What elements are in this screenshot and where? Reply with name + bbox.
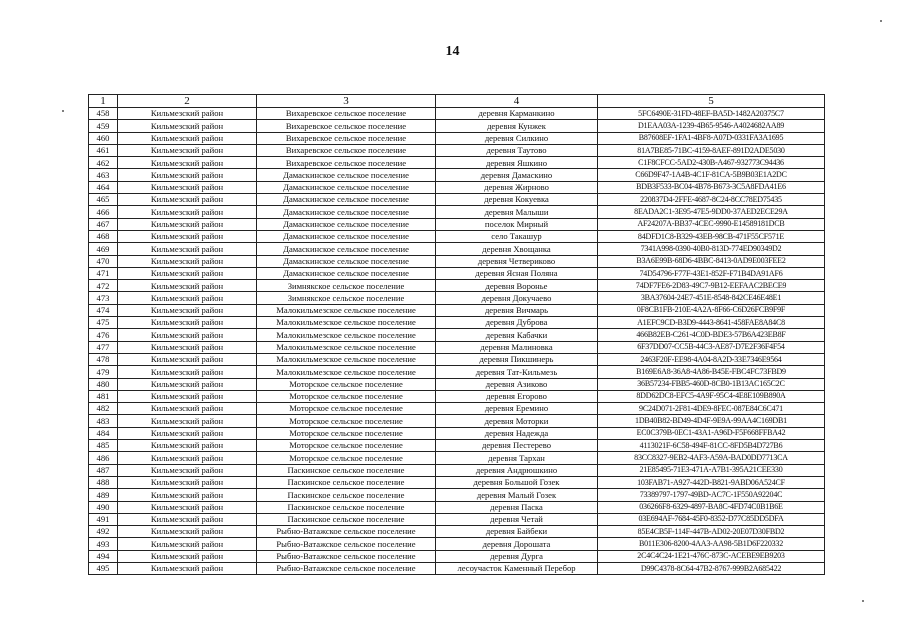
- cell-locality: деревня Егорово: [436, 390, 598, 402]
- table-row: [89, 292, 825, 304]
- cell-locality: деревня Яшкино: [436, 157, 598, 169]
- cell-row-number: 471: [89, 267, 118, 279]
- cell-locality: деревня Жирново: [436, 181, 598, 193]
- cell-settlement: Рыбно-Ватажское сельское поселение: [257, 550, 436, 562]
- cell-row-number: 476: [89, 329, 118, 341]
- cell-settlement: Паскинское сельское поселение: [257, 489, 436, 501]
- cell-guid: 036266F8-6329-4897-BA8C-4FD74C0B1B6E: [598, 501, 825, 513]
- cell-guid: 4113021F-6C58-494F-81CC-8FD5B4D727B6: [598, 440, 825, 452]
- cell-row-number: 468: [89, 230, 118, 242]
- cell-row-number: 488: [89, 476, 118, 488]
- cell-district: Кильмезский район: [118, 292, 257, 304]
- cell-locality: деревня Малиновка: [436, 341, 598, 353]
- cell-locality: деревня Дуброва: [436, 317, 598, 329]
- table-row: [89, 341, 825, 353]
- cell-guid: B87608EF-1FA1-4BF8-A07D-0331FA3A1695: [598, 132, 825, 144]
- table-row: [89, 169, 825, 181]
- table-row: [89, 390, 825, 402]
- cell-district: Кильмезский район: [118, 255, 257, 267]
- scan-speck: [862, 600, 864, 602]
- table-row: [89, 329, 825, 341]
- cell-guid: C66D9F47-1A4B-4C1F-81CA-5B9B03E1A2DC: [598, 169, 825, 181]
- cell-guid: 103FAB71-A927-442D-B821-9ABD06A524CF: [598, 476, 825, 488]
- cell-district: Кильмезский район: [118, 304, 257, 316]
- cell-settlement: Малокильмезское сельское поселение: [257, 366, 436, 378]
- cell-settlement: Вихаревское сельское поселение: [257, 120, 436, 132]
- cell-district: Кильмезский район: [118, 194, 257, 206]
- cell-guid: 466B82EB-C261-4C0D-BDE3-57B6A423EB8F: [598, 329, 825, 341]
- cell-guid: BDB3F533-BC04-4B78-B673-3C5A8FDA41E6: [598, 181, 825, 193]
- cell-row-number: 492: [89, 526, 118, 538]
- cell-settlement: Вихаревское сельское поселение: [257, 157, 436, 169]
- table-row: [89, 353, 825, 365]
- cell-locality: деревня Таутово: [436, 144, 598, 156]
- cell-settlement: Моторское сельское поселение: [257, 390, 436, 402]
- cell-guid: 0F8CB1FB-210E-4A2A-8F66-C6D26FCB9F9F: [598, 304, 825, 316]
- header-col-3: 3: [257, 95, 436, 108]
- table-row: [89, 550, 825, 562]
- cell-district: Кильмезский район: [118, 513, 257, 525]
- table-header-row: [89, 95, 825, 108]
- cell-settlement: Моторское сельское поселение: [257, 415, 436, 427]
- cell-settlement: Моторское сельское поселение: [257, 378, 436, 390]
- header-col-4: 4: [436, 95, 598, 108]
- table-row: [89, 452, 825, 464]
- cell-row-number: 462: [89, 157, 118, 169]
- cell-district: Кильмезский район: [118, 144, 257, 156]
- table-row: [89, 501, 825, 513]
- table-row: [89, 230, 825, 242]
- header-col-5: 5: [598, 95, 825, 108]
- cell-row-number: 459: [89, 120, 118, 132]
- cell-guid: 84DFD1C8-B329-43EB-98CB-471F55CF571E: [598, 230, 825, 242]
- cell-locality: деревня Докучаево: [436, 292, 598, 304]
- cell-locality: деревня Моторки: [436, 415, 598, 427]
- cell-row-number: 481: [89, 390, 118, 402]
- cell-row-number: 475: [89, 317, 118, 329]
- cell-district: Кильмезский район: [118, 341, 257, 353]
- cell-settlement: Рыбно-Ватажское сельское поселение: [257, 526, 436, 538]
- cell-guid: B011E306-8200-4AA3-AA98-5B1D6F220332: [598, 538, 825, 550]
- cell-guid: 2C4C4C24-1E21-476C-873C-ACEBE9EB9203: [598, 550, 825, 562]
- header-col-1: 1: [89, 95, 118, 108]
- table-row: [89, 476, 825, 488]
- cell-row-number: 482: [89, 403, 118, 415]
- cell-row-number: 478: [89, 353, 118, 365]
- cell-settlement: Моторское сельское поселение: [257, 403, 436, 415]
- cell-locality: лесоучасток Каменный Перебор: [436, 562, 598, 574]
- cell-settlement: Малокильмезское сельское поселение: [257, 329, 436, 341]
- cell-settlement: Дамаскинское сельское поселение: [257, 169, 436, 181]
- table-row: [89, 317, 825, 329]
- page-number: 14: [445, 44, 460, 59]
- table-row: [89, 157, 825, 169]
- cell-district: Кильмезский район: [118, 489, 257, 501]
- cell-row-number: 490: [89, 501, 118, 513]
- cell-settlement: Малокильмезское сельское поселение: [257, 353, 436, 365]
- cell-guid: 21E85495-71E3-471A-A7B1-395A21CEE330: [598, 464, 825, 476]
- cell-row-number: 477: [89, 341, 118, 353]
- cell-district: Кильмезский район: [118, 403, 257, 415]
- table-row: [89, 366, 825, 378]
- header-col-2: 2: [118, 95, 257, 108]
- cell-settlement: Дамаскинское сельское поселение: [257, 194, 436, 206]
- table-row: [89, 513, 825, 525]
- cell-guid: 1DB40B82-BD49-4D4F-9E9A-99AA4C169DB1: [598, 415, 825, 427]
- cell-settlement: Паскинское сельское поселение: [257, 513, 436, 525]
- cell-district: Кильмезский район: [118, 378, 257, 390]
- cell-locality: деревня Тархан: [436, 452, 598, 464]
- cell-settlement: Малокильмезское сельское поселение: [257, 341, 436, 353]
- cell-row-number: 485: [89, 440, 118, 452]
- cell-guid: 81A7BE85-71BC-4159-8AEF-891D2ADE5030: [598, 144, 825, 156]
- cell-locality: деревня Еремино: [436, 403, 598, 415]
- cell-district: Кильмезский район: [118, 562, 257, 574]
- cell-row-number: 495: [89, 562, 118, 574]
- cell-locality: деревня Ясная Поляна: [436, 267, 598, 279]
- cell-locality: деревня Тат-Кильмезь: [436, 366, 598, 378]
- cell-district: Кильмезский район: [118, 550, 257, 562]
- cell-row-number: 469: [89, 243, 118, 255]
- cell-district: Кильмезский район: [118, 206, 257, 218]
- cell-row-number: 493: [89, 538, 118, 550]
- table-row: [89, 280, 825, 292]
- scan-speck: [880, 20, 882, 22]
- cell-district: Кильмезский район: [118, 476, 257, 488]
- cell-row-number: 491: [89, 513, 118, 525]
- cell-guid: 85E4CB5F-114F-447B-AD02-20E07D30FBD2: [598, 526, 825, 538]
- cell-row-number: 487: [89, 464, 118, 476]
- cell-district: Кильмезский район: [118, 132, 257, 144]
- table-row: [89, 415, 825, 427]
- cell-locality: деревня Надежда: [436, 427, 598, 439]
- cell-settlement: Моторское сельское поселение: [257, 440, 436, 452]
- table-row: [89, 526, 825, 538]
- cell-district: Кильмезский район: [118, 120, 257, 132]
- table-row: [89, 267, 825, 279]
- cell-row-number: 489: [89, 489, 118, 501]
- table-row: [89, 181, 825, 193]
- table-body: [89, 108, 825, 575]
- cell-settlement: Зимнякское сельское поселение: [257, 280, 436, 292]
- cell-settlement: Дамаскинское сельское поселение: [257, 218, 436, 230]
- table-row: [89, 132, 825, 144]
- cell-row-number: 479: [89, 366, 118, 378]
- cell-district: Кильмезский район: [118, 427, 257, 439]
- cell-district: Кильмезский район: [118, 353, 257, 365]
- cell-locality: деревня Большой Гозек: [436, 476, 598, 488]
- cell-row-number: 463: [89, 169, 118, 181]
- table-row: [89, 144, 825, 156]
- cell-row-number: 466: [89, 206, 118, 218]
- cell-district: Кильмезский район: [118, 538, 257, 550]
- table-row: [89, 427, 825, 439]
- cell-row-number: 494: [89, 550, 118, 562]
- cell-district: Кильмезский район: [118, 329, 257, 341]
- cell-district: Кильмезский район: [118, 366, 257, 378]
- cell-locality: деревня Азиково: [436, 378, 598, 390]
- cell-settlement: Дамаскинское сельское поселение: [257, 267, 436, 279]
- cell-settlement: Малокильмезское сельское поселение: [257, 304, 436, 316]
- cell-district: Кильмезский район: [118, 440, 257, 452]
- cell-district: Кильмезский район: [118, 267, 257, 279]
- cell-locality: деревня Карманкино: [436, 108, 598, 120]
- cell-settlement: Вихаревское сельское поселение: [257, 132, 436, 144]
- table-row: [89, 464, 825, 476]
- cell-row-number: 458: [89, 108, 118, 120]
- cell-locality: деревня Силкино: [436, 132, 598, 144]
- cell-locality: деревня Хвощанка: [436, 243, 598, 255]
- cell-guid: D1EAA03A-1239-4B65-9546-A4024682AA89: [598, 120, 825, 132]
- table-row: [89, 403, 825, 415]
- table-row: [89, 440, 825, 452]
- table-row: [89, 489, 825, 501]
- cell-locality: поселок Мирный: [436, 218, 598, 230]
- cell-settlement: Вихаревское сельское поселение: [257, 108, 436, 120]
- cell-row-number: 480: [89, 378, 118, 390]
- table-row: [89, 194, 825, 206]
- cell-district: Кильмезский район: [118, 230, 257, 242]
- scan-speck: [62, 110, 64, 112]
- cell-row-number: 460: [89, 132, 118, 144]
- cell-guid: 74D54796-F77F-43E1-852F-F71B4DA91AF6: [598, 267, 825, 279]
- cell-district: Кильмезский район: [118, 526, 257, 538]
- cell-settlement: Паскинское сельское поселение: [257, 464, 436, 476]
- table-row: [89, 562, 825, 574]
- cell-row-number: 467: [89, 218, 118, 230]
- cell-district: Кильмезский район: [118, 157, 257, 169]
- cell-row-number: 472: [89, 280, 118, 292]
- cell-settlement: Дамаскинское сельское поселение: [257, 255, 436, 267]
- cell-guid: 8DD62DC8-EFC5-4A9F-95C4-4E8E109B890A: [598, 390, 825, 402]
- cell-row-number: 474: [89, 304, 118, 316]
- cell-settlement: Моторское сельское поселение: [257, 452, 436, 464]
- cell-guid: 74DF7FE6-2D83-49C7-9B12-EEFAAC2BECE9: [598, 280, 825, 292]
- cell-district: Кильмезский район: [118, 169, 257, 181]
- cell-settlement: Дамаскинское сельское поселение: [257, 243, 436, 255]
- cell-guid: 5FC6490E-31FD-48EF-BA5D-1482A20375C7: [598, 108, 825, 120]
- cell-district: Кильмезский район: [118, 317, 257, 329]
- cell-guid: 7341A998-0390-40B0-813D-774ED90349D2: [598, 243, 825, 255]
- cell-locality: деревня Малыши: [436, 206, 598, 218]
- cell-locality: деревня Четай: [436, 513, 598, 525]
- cell-guid: 220837D4-2FFE-4687-8C24-8CC78ED75435: [598, 194, 825, 206]
- cell-settlement: Рыбно-Ватажское сельское поселение: [257, 562, 436, 574]
- cell-locality: деревня Вичмарь: [436, 304, 598, 316]
- cell-row-number: 486: [89, 452, 118, 464]
- cell-locality: деревня Кунжек: [436, 120, 598, 132]
- table-row: [89, 108, 825, 120]
- cell-row-number: 464: [89, 181, 118, 193]
- cell-settlement: Паскинское сельское поселение: [257, 501, 436, 513]
- cell-row-number: 461: [89, 144, 118, 156]
- cell-row-number: 473: [89, 292, 118, 304]
- cell-locality: деревня Пестерево: [436, 440, 598, 452]
- cell-row-number: 465: [89, 194, 118, 206]
- cell-guid: 2463F20F-EE98-4A04-8A2D-33E7346E9564: [598, 353, 825, 365]
- cell-district: Кильмезский район: [118, 181, 257, 193]
- cell-district: Кильмезский район: [118, 390, 257, 402]
- cell-locality: село Такашур: [436, 230, 598, 242]
- cell-district: Кильмезский район: [118, 452, 257, 464]
- cell-settlement: Дамаскинское сельское поселение: [257, 181, 436, 193]
- cell-guid: EC0C379B-0EC1-43A1-A96D-F5F668FFBA42: [598, 427, 825, 439]
- cell-locality: деревня Байбеки: [436, 526, 598, 538]
- table-row: [89, 218, 825, 230]
- cell-guid: 73389797-1797-49BD-AC7C-1F550A92204C: [598, 489, 825, 501]
- cell-district: Кильмезский район: [118, 464, 257, 476]
- cell-locality: деревня Воронье: [436, 280, 598, 292]
- cell-settlement: Рыбно-Ватажское сельское поселение: [257, 538, 436, 550]
- cell-guid: AF24207A-BB37-4CEC-9990-E14589181DCB: [598, 218, 825, 230]
- cell-locality: деревня Дамаскино: [436, 169, 598, 181]
- cell-district: Кильмезский район: [118, 218, 257, 230]
- cell-guid: C1F8CFCC-5AD2-430B-A467-932773C94436: [598, 157, 825, 169]
- cell-guid: A1EFC9CD-B3D9-4443-8641-458FAE8A84C8: [598, 317, 825, 329]
- cell-row-number: 483: [89, 415, 118, 427]
- cell-guid: 6F37DD07-CC5B-44C3-AE87-D7E2F36F4F54: [598, 341, 825, 353]
- cell-locality: деревня Андрюшкино: [436, 464, 598, 476]
- cell-district: Кильмезский район: [118, 501, 257, 513]
- cell-settlement: Паскинское сельское поселение: [257, 476, 436, 488]
- cell-guid: 36B57234-FBB5-460D-8CB0-1B13AC165C2C: [598, 378, 825, 390]
- cell-locality: деревня Кабачки: [436, 329, 598, 341]
- cell-district: Кильмезский район: [118, 108, 257, 120]
- table-row: [89, 243, 825, 255]
- cell-settlement: Вихаревское сельское поселение: [257, 144, 436, 156]
- cell-guid: 83CC8327-9EB2-4AF3-A59A-BAD0DD7713CA: [598, 452, 825, 464]
- cell-locality: деревня Дурга: [436, 550, 598, 562]
- cell-guid: 03E694AF-7684-45F0-8352-D77C85DD5DFA: [598, 513, 825, 525]
- settlement-registry-table: [88, 94, 825, 575]
- cell-district: Кильмезский район: [118, 243, 257, 255]
- cell-row-number: 470: [89, 255, 118, 267]
- table-row: [89, 304, 825, 316]
- cell-settlement: Малокильмезское сельское поселение: [257, 317, 436, 329]
- cell-guid: B169E6A8-36A8-4A86-B45E-FBC4FC73FBD9: [598, 366, 825, 378]
- cell-guid: D99C4378-8C64-47B2-8767-999B2A685422: [598, 562, 825, 574]
- cell-guid: 9C24D071-2F81-4DE9-8FEC-087E84C6C471: [598, 403, 825, 415]
- table-row: [89, 206, 825, 218]
- cell-locality: деревня Дорошата: [436, 538, 598, 550]
- cell-guid: 3BA37604-24E7-451E-8548-842CE46E48E1: [598, 292, 825, 304]
- cell-row-number: 484: [89, 427, 118, 439]
- table-row: [89, 538, 825, 550]
- table-row: [89, 120, 825, 132]
- table-row: [89, 378, 825, 390]
- cell-locality: деревня Паска: [436, 501, 598, 513]
- cell-settlement: Дамаскинское сельское поселение: [257, 206, 436, 218]
- table-row: [89, 255, 825, 267]
- cell-settlement: Зимнякское сельское поселение: [257, 292, 436, 304]
- cell-district: Кильмезский район: [118, 415, 257, 427]
- cell-settlement: Дамаскинское сельское поселение: [257, 230, 436, 242]
- cell-district: Кильмезский район: [118, 280, 257, 292]
- cell-locality: деревня Пикшинерь: [436, 353, 598, 365]
- cell-guid: B3A6E99B-68D6-4BBC-8413-0AD9E003FEE2: [598, 255, 825, 267]
- cell-locality: деревня Кокуевка: [436, 194, 598, 206]
- cell-locality: деревня Четвериково: [436, 255, 598, 267]
- cell-guid: 8EADA2C1-3E95-47E5-9DD0-37AED2ECE29A: [598, 206, 825, 218]
- cell-locality: деревня Малый Гозек: [436, 489, 598, 501]
- cell-settlement: Моторское сельское поселение: [257, 427, 436, 439]
